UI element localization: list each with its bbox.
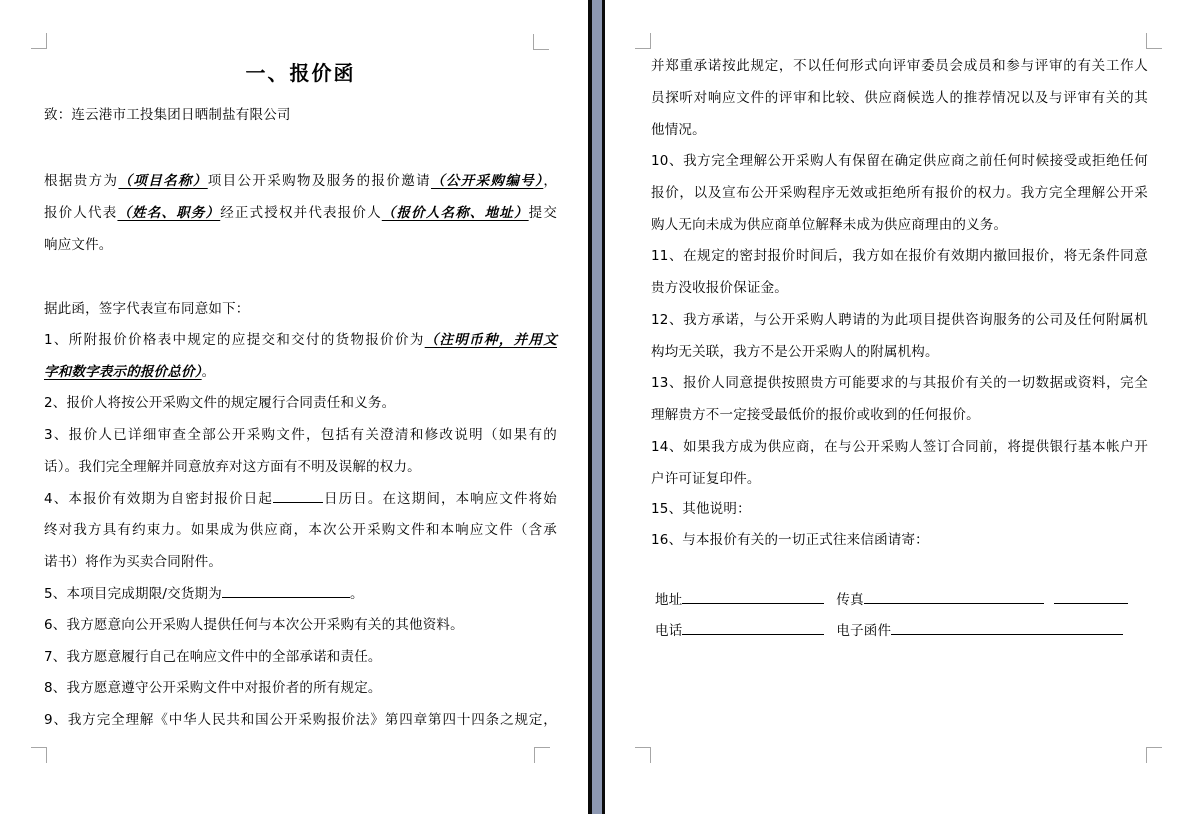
text-segment: 10、我方完全理解公开采购人有保留在确定供应商之前任何时候接受或拒绝任何 [651,153,1148,169]
text-line [44,363,557,381]
text-segment: 并郑重承诺按此规定，不以任何形式向评审委员会成员和参与评审的有关工作人 [651,58,1148,74]
text-segment: 构均无关联，我方不是公开采购人的附属机构。 [651,344,939,360]
text-segment: 6、我方愿意向公开采购人提供任何与本次公开采购有关的其他资料。 [44,617,464,633]
text-line [44,331,557,349]
text-line [651,247,1148,265]
blank-fill-field [864,590,1044,604]
text-segment: 报价，以及宣布公开采购程序无效或拒绝所有报价的权力。我方完全理解公开采 [651,185,1148,201]
document-title [44,61,557,85]
text-segment: 16、与本报价有关的一切正式往来信函请寄： [651,532,929,548]
text-line [651,216,1148,234]
page-1[interactable] [0,0,588,814]
text-line [44,616,557,634]
text-line [651,500,1148,518]
text-boundary-mark-top-right [533,34,549,50]
text-line [651,374,1148,392]
text-boundary-mark-bottom-left [31,747,47,763]
text-boundary-mark-bottom-left [635,747,651,763]
placeholder-text: （报价人名称、地址） [381,205,529,221]
text-segment: 14、如果我方成为供应商，在与公开采购人签订合同前，将提供银行基本帐户开 [651,439,1148,455]
text-segment: 报价人代表 [44,205,118,221]
blank-fill-field [222,584,350,598]
text-segment: 。 [201,364,216,380]
text-line [651,406,1148,424]
text-line [44,553,557,571]
text-segment: 13、报价人同意提供按照贵方可能要求的与其报价有关的一切数据或资料，完全 [651,375,1148,391]
text-segment: 7、我方愿意履行自己在响应文件中的全部承诺和责任。 [44,649,382,665]
blank-fill-field [273,489,323,503]
text-segment: 致：连云港市工投集团日晒制盐有限公司 [44,107,291,123]
text-segment: 电话 [655,623,683,639]
blank-fill-field [682,590,824,604]
text-segment: 电子函件 [836,623,892,639]
text-line [44,584,557,603]
text-line [651,152,1148,170]
text-segment: 终对我方具有约束力。如果成为供应商，本次公开采购文件和本响应文件（含承 [44,522,557,538]
text-line [651,57,1148,75]
placeholder-text: 字和数字表示的报价总价） [44,364,202,380]
text-boundary-mark-bottom-right [1146,747,1162,763]
page-gap-divider [588,0,605,814]
text-boundary-mark-top-left [635,33,651,49]
text-line [44,204,557,222]
text-line [44,236,557,254]
placeholder-text: （姓名、职务） [117,205,221,221]
text-line [651,184,1148,202]
text-line [651,279,1148,297]
text-segment: 3、报价人已详细审查全部公开采购文件，包括有关澄清和修改说明（如果有的 [44,427,557,443]
text-line [651,470,1148,488]
address-fax-line [655,590,1152,609]
text-segment: 12、我方承诺，与公开采购人聘请的为此项目提供咨询服务的公司及任何附属机 [651,312,1148,328]
text-line [44,521,557,539]
text-line [651,311,1148,329]
text-line [44,458,557,476]
gap [824,591,836,604]
text-segment: 经正式授权并代表报价人 [220,205,382,221]
text-segment: 1、所附报价价格表中规定的应提交和交付的货物报价价为 [44,332,425,348]
blank-fill-field [1054,590,1128,604]
text-line [651,89,1148,107]
text-segment: 响应文件。 [44,237,113,253]
text-line [44,426,557,444]
gap [1044,591,1054,604]
text-line [44,172,557,190]
gap [824,622,836,635]
text-segment: 日历日。在这期间，本响应文件将始 [323,491,557,507]
text-segment: 9、我方完全理解《中华人民共和国公开采购报价法》第四章第四十四条之规定， [44,712,557,728]
text-segment: 诺书）将作为买卖合同附件。 [44,554,223,570]
text-line [44,394,557,412]
text-boundary-mark-top-right [1146,33,1162,49]
text-segment: 项目公开采购物及服务的报价邀请 [207,173,431,189]
text-segment: 理解贵方不一定接受最低价的报价或收到的任何报价。 [651,407,980,423]
text-line [651,531,1148,549]
text-segment: 贵方没收报价保证金。 [651,280,788,296]
phone-email-line [655,621,1152,640]
text-segment: 8、我方愿意遵守公开采购文件中对报价者的所有规定。 [44,680,382,696]
text-segment: 户许可证复印件。 [651,471,761,487]
text-segment: 传真 [836,592,864,608]
placeholder-text: （公开采购编号） [430,173,544,189]
text-line [44,679,557,697]
blank-fill-field [891,621,1123,635]
text-line [44,648,557,666]
text-segment: 2、报价人将按公开采购文件的规定履行合同责任和义务。 [44,395,396,411]
text-segment: 一、报价函 [245,61,356,85]
placeholder-text: （注明币种，并用文 [424,332,557,348]
text-segment: 据此函，签字代表宣布同意如下： [44,301,250,317]
text-line [44,711,557,729]
text-boundary-mark-bottom-right [534,747,550,763]
text-segment: 11、在规定的密封报价时间后，我方如在报价有效期内撤回报价，将无条件同意 [651,248,1148,264]
text-segment: 4、本报价有效期为自密封报价日起 [44,491,274,507]
text-line [44,489,557,508]
blank-fill-field [682,621,824,635]
placeholder-text: （项目名称） [118,173,208,189]
text-segment: 话）。我们完全理解并同意放弃对这方面有不明及误解的权力。 [44,459,421,475]
text-segment: 员探听对响应文件的评审和比较、供应商候选人的推荐情况以及与评审有关的其 [651,90,1148,106]
page-2[interactable] [605,0,1191,814]
addressee-line [44,106,557,124]
text-segment: 15、其他说明： [651,501,751,517]
text-segment: 他情况。 [651,122,706,138]
text-segment: 根据贵方为 [44,173,119,189]
text-segment: 地址 [655,592,683,608]
text-segment: ， [543,173,558,189]
text-segment: 5、本项目完成期限/交货期为 [44,586,222,602]
text-boundary-mark-top-left [31,33,47,49]
text-line [44,300,557,318]
text-segment: 。 [349,586,364,602]
text-segment: 购人无向未成为供应商单位解释未成为供应商理由的义务。 [651,217,1008,233]
text-line [651,438,1148,456]
text-line [651,121,1148,139]
text-segment: 提交 [528,205,558,221]
text-line [651,343,1148,361]
